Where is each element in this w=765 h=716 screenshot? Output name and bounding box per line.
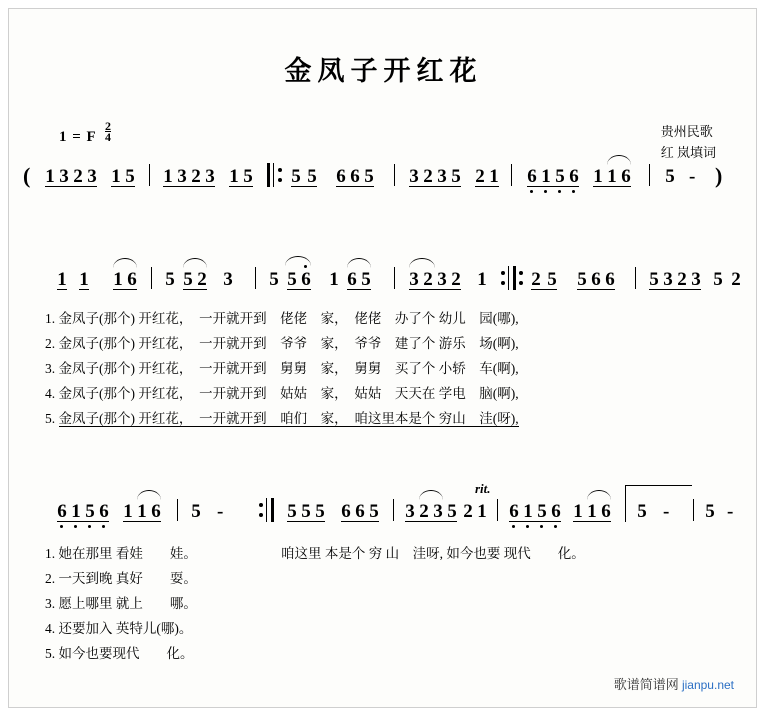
note: 2 [73,166,83,187]
note-extension: - [217,501,224,522]
lyric-index: 5. [45,411,56,426]
note: 6 [355,501,365,522]
sheet-music-page [8,8,757,708]
lyric-text: 金凤子(那个) 开红花， 一开就开到 佬佬 家， 佬佬 办了个 幼儿 园(哪), [58,311,519,326]
lyric-text: 愿上哪里 就上 哪。 [58,596,197,611]
beam [409,289,461,290]
lyric-line [45,357,519,377]
slur [137,490,161,500]
beam [527,186,579,187]
note: 6 [605,269,615,290]
credits [661,121,716,163]
repeat-barline-thin [266,498,267,522]
note: 1 [587,501,597,522]
barline [649,164,650,186]
beam [229,186,253,187]
slur [419,490,443,500]
lyric-text: 她在那里 看娃 娃。 [58,546,197,561]
tempo-mark: rit. [475,481,491,496]
note: 5 [307,166,317,187]
note: 6 [601,501,611,522]
watermark-site: jianpu.net [681,678,734,692]
note: 5 [243,166,253,187]
slur [587,490,611,500]
repeat-dot [259,503,263,507]
note: 3 [177,166,187,187]
low-octave-dot [60,525,63,528]
lyric-index: 3. [45,596,56,611]
slur [607,155,631,165]
note: 2 [463,501,473,522]
note: 3 [205,166,215,187]
note: 5 [183,269,193,290]
repeat-barline-thin [273,163,274,187]
note: 3 [437,269,447,290]
time-signature-denominator: 4 [105,130,111,144]
note: 2 [423,269,433,290]
note: 3 [409,269,419,290]
note: 6 [621,166,631,187]
note: 3 [437,166,447,187]
lyric-text: 金凤子(那个) 开红花， 一开就开到 咱们 家， 咱这里本是个 穷山 洼(呀), [58,411,519,426]
lyric-line [45,617,192,637]
note: 1 [593,166,603,187]
note: 6 [509,501,519,522]
intro-open-paren: ( [23,163,31,188]
repeat-barline-thin [508,266,509,290]
time-signature-numerator: 2 [105,119,111,133]
low-octave-dot [540,525,543,528]
note: 2 [423,166,433,187]
note: 5 [191,501,201,522]
beam [291,186,317,187]
beam [475,186,499,187]
note: 6 [151,501,161,522]
note: 5 [537,501,547,522]
beam [573,521,611,522]
beam [111,186,135,187]
beam [409,186,461,187]
barline [511,164,512,186]
note: 2 [197,269,207,290]
beam [57,521,109,522]
music-row-intro [9,164,758,198]
note: 5 [451,166,461,187]
note: 1 [111,166,121,187]
low-octave-dot [572,190,575,193]
note: 2 [419,501,429,522]
note: 1 [489,166,499,187]
note: 3 [87,166,97,187]
note-extension: - [727,501,734,522]
barline [625,498,626,522]
note: 5 [447,501,457,522]
repeat-dot [278,168,282,172]
note: 2 [191,166,201,187]
note: 1 [79,269,89,290]
barline [393,499,394,521]
repeat-dot [501,281,505,285]
beam [405,521,457,522]
barline [394,164,395,186]
lyric-index: 5. [45,646,56,661]
row3-notes [9,481,758,533]
note: 6 [347,269,357,290]
beam [341,521,379,522]
note: 5 [649,269,659,290]
note: 1 [229,166,239,187]
lyric-line [45,542,197,562]
beam [509,521,561,522]
lyric-line [45,567,197,587]
barline [497,499,498,521]
low-octave-dot [512,525,515,528]
lyric-text: 一天到晚 真好 耍。 [58,571,197,586]
note: 6 [341,501,351,522]
note: 5 [555,166,565,187]
note-extension: - [663,501,670,522]
note: 1 [123,501,133,522]
lyric-line [45,592,197,612]
lyric-text: 咱这里 本是个 穷 山 洼呀, 如今也要 现代 化。 [281,546,585,561]
intro-notes [9,164,758,198]
barline [394,267,395,289]
beam [183,289,207,290]
note: 6 [527,166,537,187]
note: 1 [45,166,55,187]
music-row-3 [9,481,758,533]
repeat-dot [278,178,282,182]
repeat-dot [259,513,263,517]
barline [151,267,152,289]
note: 6 [99,501,109,522]
note: 5 [665,166,675,187]
lyric-line [45,332,519,352]
note: 5 [637,501,647,522]
barline [635,267,636,289]
credit-line-1: 贵州民歌 [660,124,713,139]
lyric-index: 3. [45,361,56,376]
key-signature: 1 = F [59,129,97,145]
music-row-2 [9,267,758,301]
note: 5 [577,269,587,290]
credit-line-2: 红 岚填词 [660,145,716,160]
lyric-index: 2. [45,336,56,351]
barline [693,499,694,521]
note: 5 [361,269,371,290]
lyric-index: 2. [45,571,56,586]
note-extension: - [689,166,696,187]
low-octave-dot [526,525,529,528]
note: 6 [569,166,579,187]
note: 5 [364,166,374,187]
lyric-text: 金凤子(那个) 开红花， 一开就开到 姑姑 家， 姑姑 天天在 学电 脑(啊), [58,386,519,401]
lyric-line [45,382,519,402]
note: 6 [591,269,601,290]
low-octave-dot [530,190,533,193]
barline [255,267,256,289]
note: 1 [477,269,487,290]
low-octave-dot [554,525,557,528]
page-title: 金凤子开红花 [284,56,483,86]
lyric-text: 金凤子(那个) 开红花， 一开就开到 爷爷 家， 爷爷 建了个 游乐 场(啊), [58,336,519,351]
slur [113,258,137,268]
slur [347,258,371,268]
note: 5 [369,501,379,522]
note: 5 [165,269,175,290]
beam [593,186,631,187]
beam [531,289,557,290]
low-octave-dot [88,525,91,528]
note: 6 [57,501,67,522]
intro-close-paren: ) [715,163,723,188]
note: 2 [677,269,687,290]
note: 3 [409,166,419,187]
slur [285,256,311,266]
note: 5 [287,501,297,522]
low-octave-dot [102,525,105,528]
repeat-barline-thick [513,266,516,290]
note: 3 [433,501,443,522]
note: 2 [451,269,461,290]
note: 5 [547,269,557,290]
beam [79,289,89,290]
note: 6 [336,166,346,187]
barline [149,164,150,186]
watermark-text: 歌谱简谱网 [613,677,679,692]
note: 5 [125,166,135,187]
note: 1 [477,501,487,522]
note: 3 [691,269,701,290]
note: 2 [531,269,541,290]
beam [113,289,137,290]
note: 3 [663,269,673,290]
note: 1 [57,269,67,290]
note: 5 [287,269,297,290]
note: 1 [113,269,123,290]
note: 5 [269,269,279,290]
lyric-line [45,642,194,662]
note: 5 [705,501,715,522]
note: 5 [291,166,301,187]
note: 3 [59,166,69,187]
repeat-dot [519,281,523,285]
note: 6 [127,269,137,290]
note: 1 [607,166,617,187]
note: 1 [137,501,147,522]
lyric-index: 1. [45,311,56,326]
lyric-text: 金凤子(那个) 开红花， 一开就开到 舅舅 家， 舅舅 买了个 小轿 车(啊), [58,361,519,376]
note: 1 [541,166,551,187]
lyric-index: 4. [45,386,56,401]
beam [57,289,67,290]
note: 1 [163,166,173,187]
watermark [614,674,734,693]
beam [123,521,161,522]
slur [409,258,435,268]
lyric-line [45,407,519,427]
lyric-index: 4. [45,621,56,636]
lyric-text: 还要加入 英特儿(哪)。 [58,621,193,636]
note: 3 [405,501,415,522]
note: 5 [315,501,325,522]
note: 1 [329,269,339,290]
beam [287,289,311,290]
low-octave-dot [74,525,77,528]
beam [163,186,215,187]
low-octave-dot [544,190,547,193]
note: 5 [85,501,95,522]
note: 6 [551,501,561,522]
lyric-text: 如今也要现代 化。 [58,646,194,661]
beam [347,289,371,290]
note: 1 [573,501,583,522]
beam [336,186,374,187]
slur [183,258,207,268]
note: 5 [301,501,311,522]
note: 1 [523,501,533,522]
note: 6 [350,166,360,187]
note: 3 [223,269,233,290]
repeat-dot [519,271,523,275]
note: 2 [731,269,741,290]
barline [177,499,178,521]
row2-notes [9,267,758,301]
repeat-barline-thick [271,498,274,522]
note: 6 [301,269,311,290]
low-octave-dot [558,190,561,193]
repeat-barline-thick [267,163,270,187]
beam [287,521,325,522]
note: 5 [713,269,723,290]
lyric-line [45,307,519,327]
beam [649,289,701,290]
repeat-dot [501,271,505,275]
note: 1 [71,501,81,522]
beam [577,289,615,290]
time-signature [105,121,111,142]
beam [45,186,97,187]
lyric-index: 1. [45,546,56,561]
note: 2 [475,166,485,187]
